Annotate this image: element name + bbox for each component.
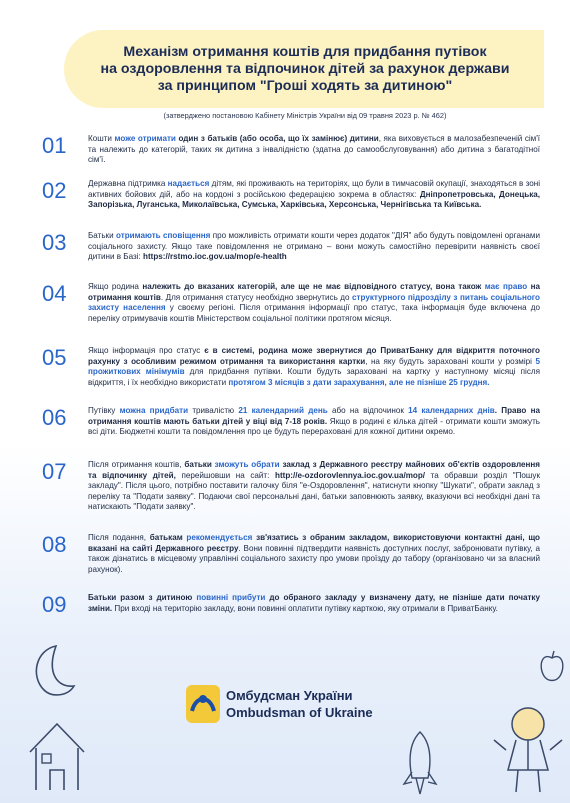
body-text: тривалістю: [188, 406, 239, 415]
child-doodle-icon: [488, 700, 568, 796]
item-text: [88, 346, 540, 388]
item-number: 07: [42, 459, 67, 484]
body-text: або на відпочинок: [327, 406, 409, 415]
body-text: . Для отримання статусу необхідно звернутись до: [160, 292, 353, 302]
item-text: [88, 179, 540, 211]
title-line-3: за принципом "Гроші ходять за дитиною": [157, 78, 453, 94]
house-doodle-icon: [22, 712, 92, 792]
item-text: [88, 460, 540, 513]
body-text: Державна підтримка: [88, 179, 168, 188]
bold-text: https://rstmo.ioc.gov.ua/mop/e-health: [143, 252, 287, 262]
bold-text: батьки: [184, 460, 215, 469]
highlight-text: може отримати: [114, 134, 176, 143]
item-text: [88, 533, 540, 575]
bold-text: на отримання коштів: [88, 282, 541, 302]
highlight-text: повинні прибути: [196, 593, 266, 602]
bold-text: до обраного закладу у визначену дату, не пізніше дати початку зміни.: [88, 593, 540, 613]
bold-text: Дніпропетровська, Донецька, Запорізька, Луганська, Миколаївська, Сумська, Харківська, Херсонська, Чернігівська та Київська.: [88, 189, 540, 210]
apple-doodle-icon: [538, 648, 566, 684]
bold-text: зв'язатись з обраним закладом, використовуючи контактні дані, що вказані на сайті Державного реєстру: [88, 533, 540, 553]
body-text: у своєму регіоні. Після отримання інформації про статус, така інформація буде включена до переліку отримувачів коштів Міністерством соціальної політики протягом місяця.: [88, 303, 540, 323]
title-line-2: на оздоровлення та відпочинок дітей за рахунок держави: [100, 61, 510, 77]
highlight-text: протягом 3 місяців з дати зарахування, але не пізніше 25 грудня.: [228, 377, 490, 387]
item-number: 03: [42, 230, 67, 255]
item-number: 01: [42, 133, 67, 158]
page-subtitle: (затверджено постановою Кабінету Міністрів України від 09 травня 2023 р. № 462): [163, 111, 447, 120]
ombudsman-emblem-icon: [186, 685, 220, 723]
body-text: для придбання путівки. Кошти будуть зараховані на картку у наступному місяці після відкриття, і їх необхідно використати: [88, 367, 540, 387]
item-number: 08: [42, 532, 67, 557]
item-number: 09: [42, 592, 67, 617]
page-title: [60, 44, 550, 95]
highlight-text: отримають сповіщення: [115, 231, 211, 240]
bold-text: заклад з Державного реєстру майнових об'єктів оздоровлення та відпочинку дітей,: [88, 460, 540, 480]
rocket-doodle-icon: [400, 728, 440, 798]
bold-text: . Право на отримання коштів мають батьки дітей у віці від 7-18 років.: [88, 406, 540, 426]
highlight-text: можна придбати: [119, 406, 189, 415]
body-text: Якщо інформація про статус: [88, 346, 205, 355]
bold-text: є в системі, родина може звернутися до ПриватБанку для відкриття поточного рахунку з особливим режимом отримання та використання картки: [88, 346, 541, 366]
item-number: 02: [42, 178, 67, 203]
body-text: , на яку будуть зараховані кошти у розмірі: [365, 356, 536, 366]
highlight-text: має право: [484, 282, 528, 291]
body-text: про можливість отримати кошти через додаток "ДІЯ" або будуть повідомлені органами соціального захисту. Якщо таке повідомлення не отримано – вони можуть самостійно перевірити наявність своєї дитини в Базі:: [88, 231, 540, 262]
item-number: 06: [42, 405, 67, 430]
item-text: [88, 282, 540, 324]
highlight-text: структурного підрозділу з питань соціального захисту населення: [88, 292, 540, 313]
body-text: , яка виховується в малозабезпеченій сім'ї та належить до категорій, таких як дитина з інвалідністю (здатна до самообслуговування) або дитина з багатодітної сім'ї.: [88, 134, 541, 165]
item-text: [88, 406, 540, 438]
bold-text: http://e-ozdorovlennya.ioc.gov.ua/mop/: [275, 470, 426, 480]
item-number: 04: [42, 281, 67, 306]
title-line-1: Механізм отримання коштів для придбання путівок: [123, 44, 487, 60]
bold-text: батькам: [149, 533, 187, 542]
body-text: При вході на територію закладу, вони повинні оплатити путівку карткою, яку отримали в ПриватБанку.: [112, 603, 498, 613]
body-text: Після отримання коштів,: [88, 460, 185, 469]
body-text: Путівку: [88, 406, 120, 415]
body-text: Якщо родина: [88, 282, 143, 291]
moon-doodle-icon: [22, 640, 82, 700]
body-text: . Вони повинні підтвердити наявність доступних послуг, забронювати путівку, а також дізнатись в місцевому управлінні соціального захисту про умови проїзду до табору (організовано чи за власний рахунок).: [88, 543, 540, 574]
org-name-en: Ombudsman of Ukraine: [226, 705, 373, 720]
highlight-text: зможуть обрати: [214, 460, 280, 469]
item-text: [88, 231, 540, 263]
item-number: 05: [42, 345, 67, 370]
highlight-text: 21 календарний день: [238, 406, 328, 415]
highlight-text: надається: [167, 179, 210, 188]
highlight-text: 14 календарних днів: [408, 406, 495, 415]
org-name-ua: Омбудсман України: [226, 688, 353, 703]
ombudsman-logo: [186, 685, 396, 725]
highlight-text: 5 прожиткових мінімумів: [88, 356, 540, 377]
bold-text: один з батьків (або особа, що їх замінює) дитини: [175, 134, 379, 143]
bold-text: Батьки разом з дитиною: [88, 593, 197, 602]
item-text: [88, 134, 540, 166]
bold-text: належить до вказаних категорій, але ще не має відповідного статусу, вона також: [142, 282, 485, 291]
highlight-text: рекомендується: [186, 533, 253, 542]
item-text: [88, 593, 540, 614]
body-text: Після подання,: [88, 533, 150, 542]
body-text: Кошти: [88, 134, 115, 143]
body-text: та обравши розділ "Пошук закладу". Після цього, потрібно поставити галочку біля "е-Оздоровлення", натиснути кнопку "Шукати", обрати заклад з переліку та "Подати заявку". Подаючи свої персональні дані, батьки заповнюють заявку, вказуючи всі необхідні дані та натискають "Подати заявку".: [88, 470, 540, 512]
body-text: Якщо в родині є кілька дітей - отримати кошти зможуть всі діти. Бюджетні кошти та повідомлення про це будуть перераховані для кожної дитини окремо.: [88, 416, 541, 437]
body-text: перейшовши на сайт:: [175, 470, 275, 480]
body-text: дітям, які проживають на територіях, що були в тимчасовій окупації, знаходяться в зоні активних бойових дій, або на кордоні з російською федерацією зокрема в областях:: [88, 179, 541, 199]
body-text: Батьки: [88, 231, 116, 240]
